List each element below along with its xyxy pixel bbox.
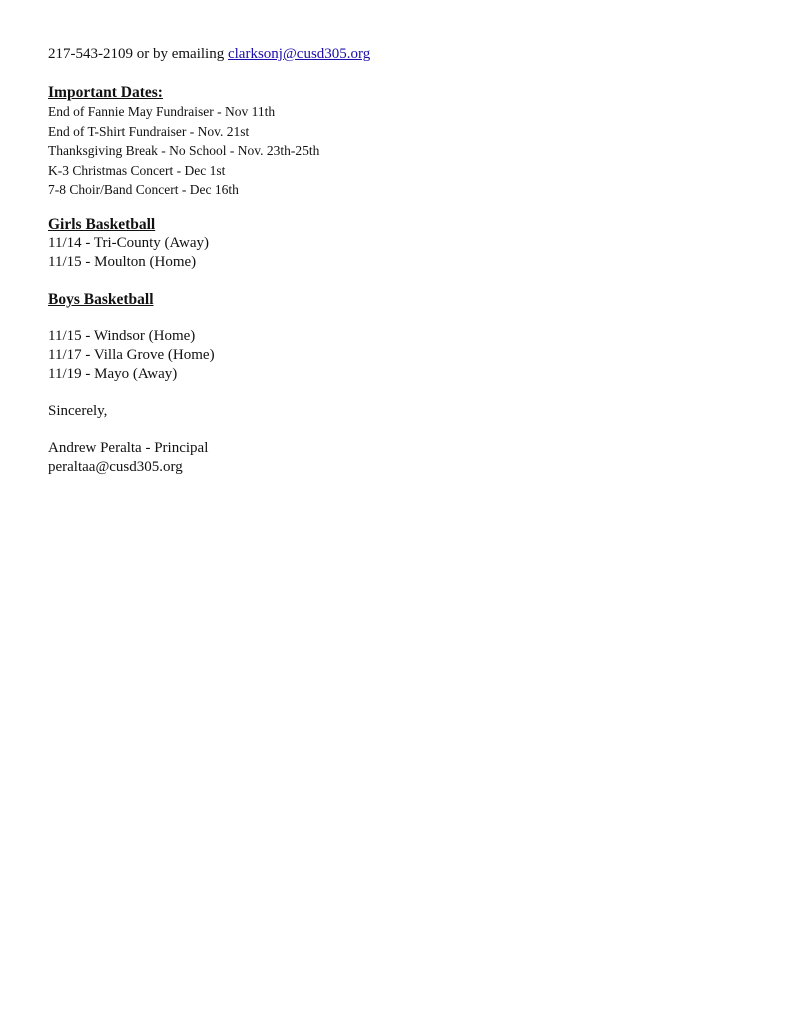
contact-line: [48, 45, 748, 64]
signer-email: peraltaa@cusd305.org: [48, 458, 183, 475]
important-date-item: Thanksgiving Break - No School - Nov. 23th-25th: [48, 143, 320, 158]
girls-basketball-heading: Girls Basketball: [48, 215, 156, 233]
important-dates-heading: Important Dates:: [48, 84, 163, 101]
important-date-item: End of Fannie May Fundraiser - Nov 11th: [48, 104, 276, 119]
important-date-item: K-3 Christmas Concert - Dec 1st: [48, 162, 226, 178]
contact-email-link[interactable]: clarksonj@cusd305.org: [227, 46, 371, 62]
boys-game-item: 11/17 - Villa Grove (Home): [48, 346, 215, 363]
important-date-item: 7-8 Choir/Band Concert - Dec 16th: [48, 182, 239, 197]
contact-phone-text: 217-543-2109 or by emailing: [48, 46, 228, 62]
signer-name: Andrew Peralta - Principal: [48, 439, 209, 456]
important-date-item: End of T-Shirt Fundraiser - Nov. 21st: [48, 123, 250, 139]
boys-game-item: 11/15 - Windsor (Home): [48, 327, 196, 344]
boys-basketball-heading: Boys Basketball: [48, 290, 154, 308]
boys-game-item: 11/19 - Mayo (Away): [48, 365, 178, 382]
letter-page: [48, 45, 748, 477]
girls-game-item: 11/14 - Tri-County (Away): [48, 234, 209, 251]
girls-game-item: 11/15 - Moulton (Home): [48, 253, 197, 270]
closing-salutation: Sincerely,: [48, 402, 108, 419]
